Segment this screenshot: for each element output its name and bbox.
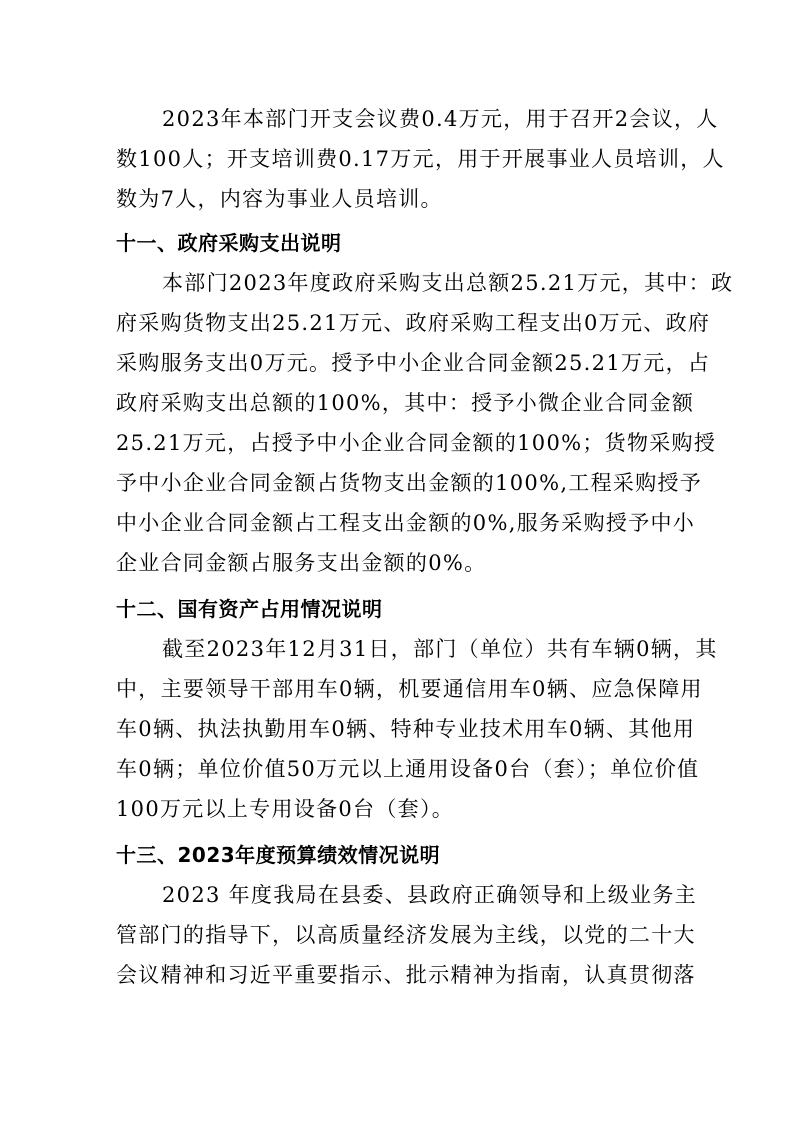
- section-12-line-5: 100万元以上专用设备0台（套）。: [116, 797, 455, 821]
- section-12-line-2: 中，主要领导干部用车0辆，机要通信用车0辆、应急保障用: [116, 677, 703, 701]
- section-11-line-7: 中小企业合同金额占工程支出金额的0%,服务采购授予中小: [116, 511, 696, 535]
- section-12-line-1: 截至2023年12月31日，部门（单位）共有车辆0辆，其: [162, 637, 718, 661]
- section-12-line-3: 车0辆、执法执勤用车0辆、特种专业技术用车0辆、其他用: [116, 717, 696, 741]
- section-13-heading: 十三、2023年度预算绩效情况说明: [116, 843, 441, 867]
- section-13-line-3: 会议精神和习近平重要指示、批示精神为指南，认真贯彻落: [116, 963, 696, 987]
- section-11-line-4: 政府采购支出总额的100%，其中：授予小微企业合同金额: [116, 391, 695, 415]
- section-11-line-5: 25.21万元，占授予中小企业合同金额的100%；货物采购授: [116, 431, 717, 455]
- section-12-line-4: 车0辆；单位价值50万元以上通用设备0台（套）；单位价值: [116, 757, 700, 781]
- paragraph-meeting-line-2: 数100人；开支培训费0.17万元，用于开展事业人员培训，人: [116, 147, 725, 171]
- section-11-line-3: 采购服务支出0万元。授予中小企业合同金额25.21万元，占: [116, 351, 711, 375]
- section-13-line-2: 管部门的指导下，以高质量经济发展为主线，以党的二十大: [116, 923, 696, 947]
- section-12-heading: 十二、国有资产占用情况说明: [116, 597, 383, 621]
- section-11-line-8: 企业合同金额占服务支出金额的0%。: [116, 551, 487, 575]
- section-11-line-6: 予中小企业合同金额占货物支出金额的100%,工程采购授予: [116, 471, 703, 495]
- section-13-line-1: 2023 年度我局在县委、县政府正确领导和上级业务主: [162, 883, 697, 907]
- paragraph-meeting-line-3: 数为7人，内容为事业人员培训。: [116, 187, 443, 211]
- section-11-line-2: 府采购货物支出25.21万元、政府采购工程支出0万元、政府: [116, 311, 711, 335]
- section-11-line-1: 本部门2023年度政府采购支出总额25.21万元，其中：政: [162, 271, 734, 295]
- section-11-heading: 十一、政府采购支出说明: [116, 231, 342, 255]
- paragraph-meeting-line-1: 2023年本部门开支会议费0.4万元，用于召开2会议，人: [162, 107, 719, 131]
